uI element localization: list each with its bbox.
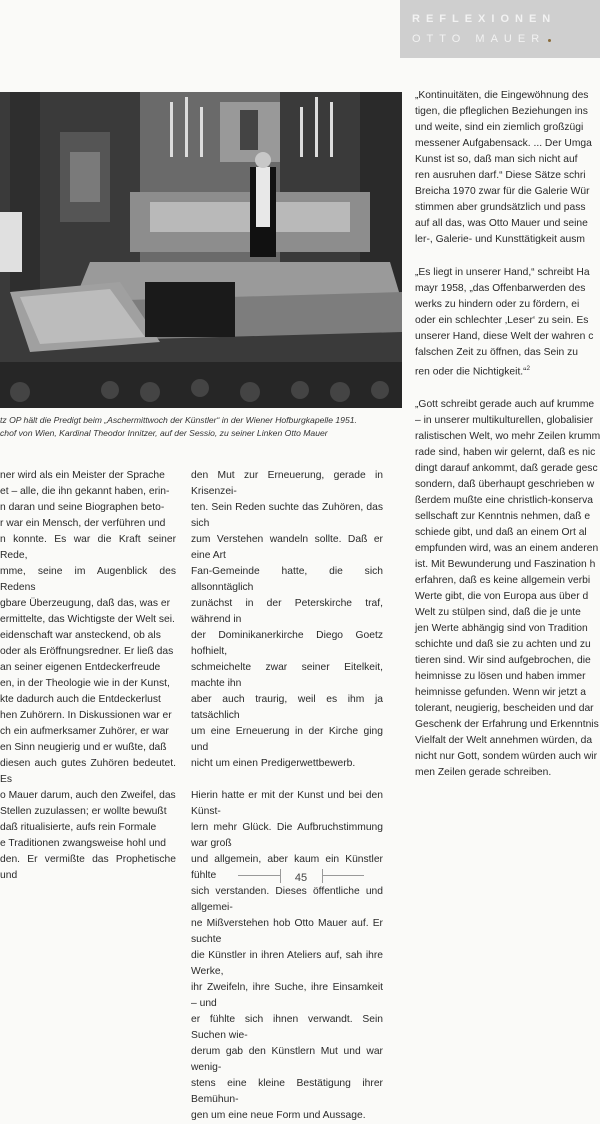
text-line: mme, seine im Augenblick des Redens — [0, 566, 176, 593]
caption-line: tz OP hält die Predigt beim „Aschermittwoch der Künstler“ in der Wiener Hofburgkapelle 1951. — [0, 415, 357, 425]
text-line: sich verstanden. Dieses öffentliche und allgemei- — [191, 886, 383, 913]
text-line: und allgemein, aber kaum ein Künstler fühlte — [191, 854, 383, 881]
text-line: ßerdem mußte eine christlich-konserva — [415, 495, 593, 507]
text-line: Vielfalt der Welt annehmen würden, da — [415, 735, 593, 747]
quote-paragraph — [415, 265, 600, 380]
text-line-content: ren oder die Nichtigkeit.“ — [415, 366, 527, 378]
text-line: schichte und daß sie zu achten und zu — [415, 639, 591, 651]
text-line: stimmen aber grundsätzlich und pass — [415, 202, 586, 213]
text-line: Werte gibt, die von Europa aus über d — [415, 591, 589, 603]
text-line: men Zeilen gerade schreiben. — [415, 767, 552, 779]
text-line: stens eine kleine Bestätigung ihrer Bemühun- — [191, 1078, 383, 1105]
text-line: empfunden wird, was an einem anderen — [415, 543, 599, 555]
text-line: ler-, Galerie- und Kunsttätigkeit ausm — [415, 234, 585, 245]
text-line: Geschenk der Erfahrung und Erkenntnis — [415, 719, 599, 731]
text-line: sellschaft zur Kenntnis nehmen, daß e — [415, 511, 591, 523]
text-line: r war ein Mensch, der verführen und — [0, 518, 166, 529]
photo-caption — [0, 414, 405, 439]
running-header-subtitle: OTTO MAUER — [412, 33, 546, 45]
text-line: jen Werte abhängig sind von Tradition — [415, 623, 588, 635]
text-line: tieren sind. Wir sind aufgebrochen, die — [415, 655, 591, 667]
text-line: Fan-Gemeinde hatte, die sich allsonntäglich — [191, 566, 383, 593]
text-line: – in unserer multikulturellen, globalisier — [415, 415, 593, 427]
header-ornament — [548, 39, 551, 42]
text-line: kte dadurch auch die Entdeckerlust — [0, 694, 161, 705]
text-line: ermittelte, das Wichtigste der Welt sei. — [0, 614, 175, 625]
text-line: gen um eine neue Form und Aussage. — [191, 1110, 366, 1121]
running-header-title: REFLEXIONEN — [412, 13, 557, 25]
text-line: et – alle, die ihn gekannt haben, erin- — [0, 486, 170, 497]
text-line: schiede gibt, und daß an einem Ort al — [415, 527, 587, 539]
text-line: schmeichelte zwar seiner Eitelkeit, machte ihn — [191, 662, 383, 689]
text-line: sondern, daß überhaupt geschrieben w — [415, 479, 595, 491]
text-column-left — [0, 468, 176, 884]
text-line: „Gott schreibt gerade auch auf krumme — [415, 399, 595, 411]
text-line: daß ritualisierte, aufs rein Formale — [0, 822, 157, 833]
text-line — [415, 361, 600, 380]
text-line: en Sinn neugierig und er wußte, daß — [0, 742, 167, 753]
text-line: unserer Hand, diese Welt der wahren c — [415, 331, 594, 342]
text-line: zum Verstehen wandeln sollte. Daß er eine Art — [191, 534, 383, 561]
text-line: mayr 1958, „das Offenbarwerden des — [415, 283, 586, 294]
text-column-right — [415, 88, 600, 781]
text-line: tigen, die pfleglichen Beziehungen ins — [415, 106, 588, 117]
text-line: Hierin hatte er mit der Kunst und bei den Künst- — [191, 790, 383, 817]
text-line: ten. Sein Reden suchte das Zuhören, das sich — [191, 502, 383, 529]
text-line: an seiner eigenen Entdeckerfreude — [0, 662, 161, 673]
text-line: messener Aufgabensack. ... Der Umga — [415, 138, 592, 149]
text-line: derum gab den Künstlern Mut und war wenig- — [191, 1046, 383, 1073]
text-line: Welt zu stülpen sind, daß die je unte — [415, 607, 581, 619]
text-line: en, in der Theologie wie in der Kunst, — [0, 678, 170, 689]
text-line: heimnisse zu lösen und haben immer — [415, 671, 586, 683]
text-line: ner wird als ein Meister der Sprache — [0, 470, 165, 481]
text-line: um eine Erneuerung in der Kirche ging und — [191, 726, 383, 753]
caption-line: chof von Wien, Kardinal Theodor Innitzer, auf der Sessio, zu seiner Linken Otto Mauer — [0, 427, 328, 438]
text-line: dingt darauf ankommt, daß gerade gesc — [415, 463, 598, 475]
text-line: nicht nur Gott, sondem würden auch wir — [415, 751, 598, 763]
text-line: oder ein schlechter ‚Leser‘ zu sein. Es — [415, 315, 589, 326]
text-line: Stellen zuzulassen; er wollte bewußt — [0, 806, 167, 817]
photo-illustration — [0, 92, 402, 408]
text-line: den. Er vermißte das Prophetische und — [0, 854, 176, 881]
text-line: Kunst ist so, daß man sich nicht auf — [415, 154, 578, 165]
text-line: ist. Mit Bewunderung und Faszination h — [415, 559, 596, 571]
sermon-photograph — [0, 92, 402, 408]
text-line: „Es liegt in unserer Hand,“ schreibt Ha — [415, 267, 590, 278]
text-line: werks zu hindern oder zu fördern, ei — [415, 299, 580, 310]
text-line: o Mauer darum, auch den Zweifel, das — [0, 790, 176, 801]
page-number-rule-right — [322, 875, 364, 876]
text-line: ren ausruhen darf.“ Diese Sätze schri — [415, 170, 586, 181]
text-line: erfahren, daß es keine allgemein verbi — [415, 575, 591, 587]
text-line: aber auch traurig, weil es ihm ja tatsächlich — [191, 694, 383, 721]
text-line: Breicha 1970 zwar für die Galerie Wür — [415, 186, 590, 197]
page-number-tick-right — [322, 869, 323, 883]
text-line: eidenschaft war ansteckend, ob als — [0, 630, 161, 641]
quote-paragraph — [415, 397, 600, 781]
paragraph — [191, 788, 383, 1124]
text-line: heimnisse gefunden. Wenn wir jetzt a — [415, 687, 586, 699]
text-line: tolerant, neugierig, bescheiden und dar — [415, 703, 594, 715]
text-line: der Dominikanerkirche Diego Goetz hofhielt, — [191, 630, 383, 657]
text-line: gbare Überzeugung, daß das, was er — [0, 598, 170, 609]
text-line: hen Zuhörern. In Diskussionen war er — [0, 710, 172, 721]
running-header-bar — [400, 0, 600, 58]
text-line: falschen Zeit zu öffnen, das Sein zu — [415, 347, 578, 358]
text-line: ch ein aufmerksamer Zuhörer, er war — [0, 726, 169, 737]
text-line: ralistischen Welt, wo mehr Zeilen krumm — [415, 431, 600, 443]
quote-paragraph — [415, 88, 600, 248]
text-line: er fühlte sich ihnen verwandt. Sein Suchen wie- — [191, 1014, 383, 1041]
text-line: diesen auch gutes Zuhören bedeutet. Es — [0, 758, 176, 785]
footnote-marker: 2 — [526, 366, 530, 372]
text-line: die Künstler in ihren Ateliers auf, sah ihre Werke, — [191, 950, 383, 977]
text-line: „Kontinuitäten, die Eingewöhnung des — [415, 90, 589, 101]
text-line: n daran und seine Biographen beto- — [0, 502, 165, 513]
text-line: rade sind, haben wir gelernt, daß es nic — [415, 447, 596, 459]
text-line: oder als Eröffnungsredner. Er ließ das — [0, 646, 174, 657]
text-line: auf all das, was Otto Mauer und seine — [415, 218, 588, 229]
text-line: n konnte. Es war die Kraft seiner Rede, — [0, 534, 176, 561]
text-line: e Traditionen zwangsweise hohl und — [0, 838, 167, 849]
text-line: nicht um einen Predigerwettbewerb. — [191, 758, 356, 769]
text-line: den Mut zur Erneuerung, gerade in Krisenzei- — [191, 470, 383, 497]
text-line: und weite, sind ein ziemlich großzügi — [415, 122, 584, 133]
text-column-middle — [191, 468, 383, 1124]
paragraph — [191, 468, 383, 772]
page-number-rule-left — [238, 875, 280, 876]
text-line: ihr Zweifeln, ihre Suche, ihre Einsamkeit – und — [191, 982, 383, 1009]
text-line: lern mehr Glück. Die Aufbruchstimmung war groß — [191, 822, 383, 849]
text-line: zunächst in der Peterskirche traf, während in — [191, 598, 383, 625]
page-number: 45 — [294, 872, 308, 884]
text-line: ne Mißverstehen hob Otto Mauer auf. Er suchte — [191, 918, 383, 945]
